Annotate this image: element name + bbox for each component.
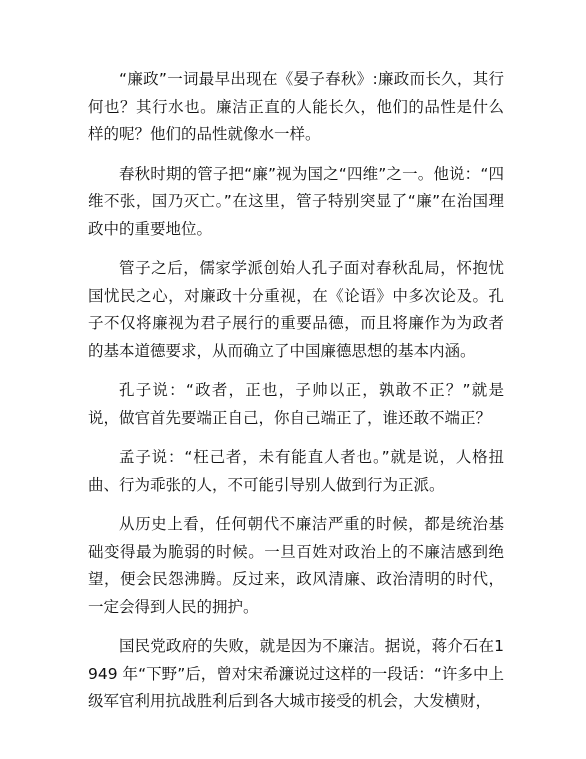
paragraph-2: 春秋时期的管子把“廉”视为国之“四维”之一。他说：“四维不张，国乃灭亡。”在这里，管子特别突显了“廉”在治国理政中的重要地位。 xyxy=(88,164,504,238)
paragraph-1: “廉政”一词最早出现在《晏子春秋》:廉政而长久，其行何也？其行水也。廉洁正直的人能长久，他们的品性是什么样的呢？他们的品性就像水一样。 xyxy=(88,70,504,143)
paragraph-5: 孟子说：“枉己者，未有能直人者也。”就是说，人格扭曲、行为乖张的人，不可能引导别人做到行为正派。 xyxy=(88,448,504,494)
paragraph-3: 管子之后，儒家学派创始人孔子面对春秋乱局，怀抱忧国忧民之心，对廉政十分重视，在《论语》中多次论及。孔子不仅将廉视为君子展行的重要品德，而且将廉作为为政者的基本道德要求，从而确立了中国廉德思想的基本内涵。 xyxy=(88,259,504,360)
document-body xyxy=(88,66,504,728)
paragraph-7: 国民党政府的失败，就是因为不廉洁。据说，蒋介石在1949 年“下野”后，曾对宋希濂说过这样的一段话：“许多中上级军官利用抗战胜利后到各大城市接受的机会，大发横财， xyxy=(88,637,504,710)
paragraph-6: 从历史上看，任何朝代不廉洁严重的时候，都是统治基础变得最为脆弱的时候。一旦百姓对政治上的不廉洁感到绝望，便会民怨沸腾。反过来，政风清廉、政治清明的时代，一定会得到人民的拥护。 xyxy=(88,515,504,616)
paragraph-4: 孔子说：“政者，正也，子帅以正，孰敢不正？”就是说，做官首先要端正自己，你自己端正了，谁还敢不端正？ xyxy=(88,381,504,427)
